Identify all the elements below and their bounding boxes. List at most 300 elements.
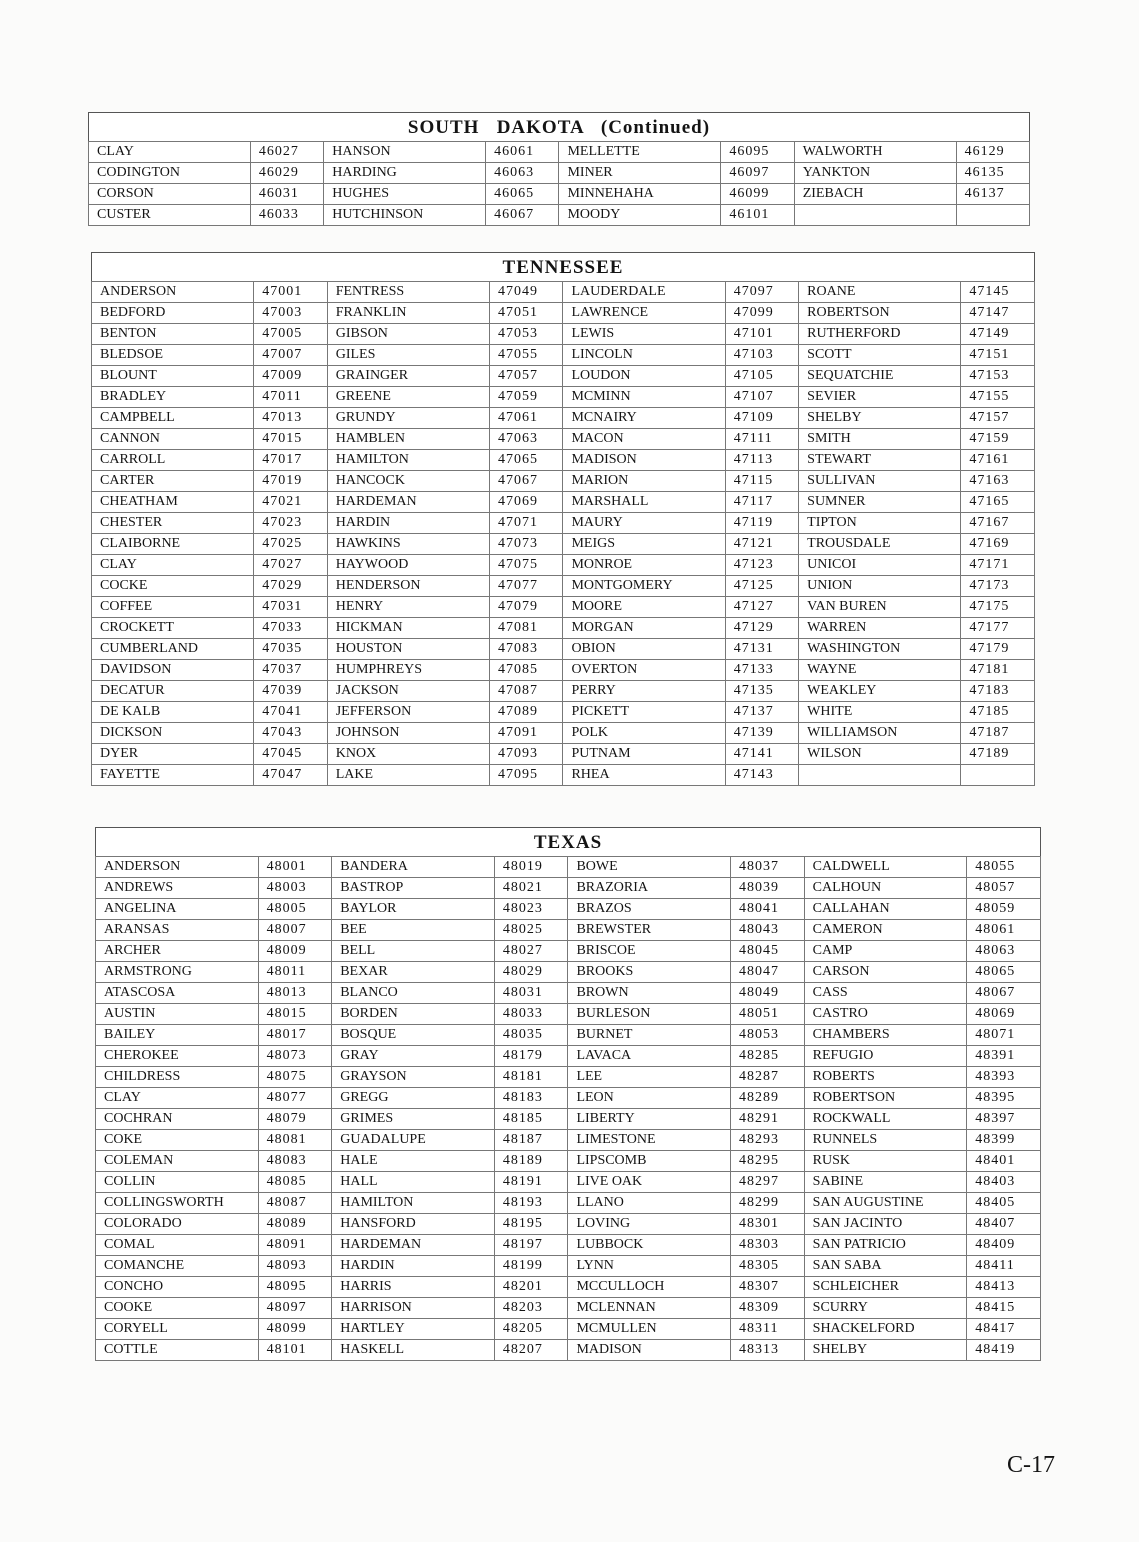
county-name-cell: COMAL [96,1235,259,1256]
county-name-cell: BOWE [568,857,731,878]
county-name-cell: LEWIS [563,324,725,345]
county-code-cell: 48295 [731,1151,805,1172]
table-row [92,597,1035,618]
tennessee-title: TENNESSEE [92,253,1035,282]
county-name-cell: VAN BUREN [799,597,961,618]
county-name-cell: LLANO [568,1193,731,1214]
texas-table [95,827,1041,1361]
county-name-cell: CUMBERLAND [92,639,254,660]
county-name-cell: BENTON [92,324,254,345]
table-row [92,408,1035,429]
county-code-cell: 48189 [494,1151,568,1172]
county-name-cell: YANKTON [794,163,956,184]
county-code-cell: 48207 [494,1340,568,1361]
county-code-cell: 48067 [967,983,1041,1004]
table-row [96,1256,1041,1277]
county-name-cell: CORSON [89,184,251,205]
county-name-cell: SAN JACINTO [804,1214,967,1235]
table-row [89,205,1030,226]
county-name-cell: ANDERSON [92,282,254,303]
county-name-cell: LYNN [568,1256,731,1277]
county-code-cell: 48203 [494,1298,568,1319]
table-row [96,1319,1041,1340]
county-name-cell: ARCHER [96,941,259,962]
county-name-cell: ROBERTS [804,1067,967,1088]
county-name-cell: KNOX [327,744,489,765]
county-name-cell: BRAZORIA [568,878,731,899]
county-code-cell: 47119 [725,513,798,534]
county-name-cell: TROUSDALE [799,534,961,555]
county-code-cell: 48049 [731,983,805,1004]
county-code-cell: 48065 [967,962,1041,983]
county-name-cell: WAYNE [799,660,961,681]
county-name-cell: SULLIVAN [799,471,961,492]
county-code-cell: 47173 [961,576,1035,597]
county-code-cell: 47037 [254,660,327,681]
county-code-cell [956,205,1029,226]
county-name-cell: COLORADO [96,1214,259,1235]
table-row [96,857,1041,878]
county-code-cell: 48023 [494,899,568,920]
county-name-cell: HANSON [324,142,486,163]
county-code-cell: 47007 [254,345,327,366]
county-name-cell: TIPTON [799,513,961,534]
county-name-cell: CAMPBELL [92,408,254,429]
county-code-cell: 48075 [258,1067,332,1088]
county-name-cell: JOHNSON [327,723,489,744]
county-code-cell: 48001 [258,857,332,878]
county-name-cell: CARROLL [92,450,254,471]
south-dakota-section [88,112,1030,226]
county-code-cell: 48025 [494,920,568,941]
county-name-cell: ROBERTSON [804,1088,967,1109]
county-code-cell: 47047 [254,765,327,786]
county-name-cell: HARDIN [332,1256,495,1277]
table-row [92,345,1035,366]
county-name-cell: COLEMAN [96,1151,259,1172]
county-name-cell: GRAINGER [327,366,489,387]
county-code-cell: 47069 [489,492,562,513]
county-code-cell: 48293 [731,1130,805,1151]
table-row [92,471,1035,492]
county-name-cell: MINER [559,163,721,184]
county-code-cell: 48039 [731,878,805,899]
county-name-cell: LINCOLN [563,345,725,366]
county-code-cell: 46097 [721,163,794,184]
county-name-cell: MOODY [559,205,721,226]
county-code-cell: 47055 [489,345,562,366]
county-code-cell: 48011 [258,962,332,983]
table-row [96,899,1041,920]
county-name-cell: BRADLEY [92,387,254,408]
county-name-cell: HUMPHREYS [327,660,489,681]
county-code-cell: 47151 [961,345,1035,366]
table-row [89,163,1030,184]
county-name-cell: BREWSTER [568,920,731,941]
county-code-cell: 47013 [254,408,327,429]
county-name-cell: MARION [563,471,725,492]
county-code-cell: 47157 [961,408,1035,429]
county-name-cell: LAKE [327,765,489,786]
county-code-cell: 47187 [961,723,1035,744]
table-row [89,142,1030,163]
county-code-cell: 48051 [731,1004,805,1025]
county-name-cell: COFFEE [92,597,254,618]
county-name-cell: BAYLOR [332,899,495,920]
county-code-cell: 48181 [494,1067,568,1088]
county-name-cell: HAYWOOD [327,555,489,576]
county-code-cell: 47137 [725,702,798,723]
county-code-cell: 48199 [494,1256,568,1277]
county-name-cell: CALLAHAN [804,899,967,920]
county-code-cell: 47015 [254,429,327,450]
table-row [96,1340,1041,1361]
county-code-cell: 48309 [731,1298,805,1319]
county-code-cell: 48101 [258,1340,332,1361]
county-name-cell: UNION [799,576,961,597]
county-code-cell: 46033 [250,205,323,226]
county-code-cell: 47161 [961,450,1035,471]
county-code-cell: 47123 [725,555,798,576]
county-name-cell: CAMP [804,941,967,962]
county-name-cell: ROANE [799,282,961,303]
county-name-cell: MCLENNAN [568,1298,731,1319]
county-name-cell: OBION [563,639,725,660]
county-name-cell: CLAY [89,142,251,163]
county-name-cell: BRAZOS [568,899,731,920]
county-code-cell: 47077 [489,576,562,597]
county-name-cell: BLEDSOE [92,345,254,366]
county-code-cell: 48017 [258,1025,332,1046]
county-name-cell: CLAIBORNE [92,534,254,555]
county-code-cell: 47005 [254,324,327,345]
county-code-cell: 48397 [967,1109,1041,1130]
table-row [96,878,1041,899]
county-code-cell: 48081 [258,1130,332,1151]
county-name-cell: BLANCO [332,983,495,1004]
county-name-cell: UNICOI [799,555,961,576]
county-code-cell: 47143 [725,765,798,786]
county-code-cell: 47189 [961,744,1035,765]
table-row [96,1235,1041,1256]
county-code-cell: 47131 [725,639,798,660]
county-code-cell: 47163 [961,471,1035,492]
county-code-cell: 46065 [486,184,559,205]
county-code-cell: 48415 [967,1298,1041,1319]
county-code-cell: 47075 [489,555,562,576]
county-name-cell: BASTROP [332,878,495,899]
county-code-cell: 47029 [254,576,327,597]
county-name-cell: GRAY [332,1046,495,1067]
county-name-cell: SHACKELFORD [804,1319,967,1340]
county-name-cell: JEFFERSON [327,702,489,723]
south-dakota-title: SOUTH DAKOTA (Continued) [89,113,1030,142]
table-row [96,1298,1041,1319]
county-code-cell: 48019 [494,857,568,878]
county-code-cell: 47099 [725,303,798,324]
county-name-cell: SHELBY [799,408,961,429]
table-row [92,282,1035,303]
county-code-cell: 48053 [731,1025,805,1046]
table-row [92,492,1035,513]
county-name-cell [794,205,956,226]
county-name-cell: REFUGIO [804,1046,967,1067]
table-row [92,513,1035,534]
county-name-cell: CLAY [96,1088,259,1109]
table-row [96,962,1041,983]
county-code-cell: 48405 [967,1193,1041,1214]
table-row [92,576,1035,597]
county-name-cell: HARDEMAN [332,1235,495,1256]
county-code-cell: 48007 [258,920,332,941]
county-name-cell: PERRY [563,681,725,702]
county-name-cell: COKE [96,1130,259,1151]
table-row [89,184,1030,205]
county-code-cell: 47073 [489,534,562,555]
county-code-cell: 48299 [731,1193,805,1214]
county-code-cell: 47141 [725,744,798,765]
county-code-cell: 48313 [731,1340,805,1361]
county-name-cell: CARTER [92,471,254,492]
county-name-cell: SAN AUGUSTINE [804,1193,967,1214]
county-code-cell: 48401 [967,1151,1041,1172]
texas-title: TEXAS [96,828,1041,857]
county-code-cell: 48047 [731,962,805,983]
county-name-cell: POLK [563,723,725,744]
county-code-cell: 47053 [489,324,562,345]
county-code-cell: 47001 [254,282,327,303]
county-code-cell: 47003 [254,303,327,324]
county-name-cell: SUMNER [799,492,961,513]
county-name-cell: ARMSTRONG [96,962,259,983]
county-code-cell: 47087 [489,681,562,702]
county-code-cell: 47179 [961,639,1035,660]
county-code-cell: 48197 [494,1235,568,1256]
county-code-cell: 48021 [494,878,568,899]
county-name-cell: HUTCHINSON [324,205,486,226]
county-code-cell: 48045 [731,941,805,962]
county-code-cell: 48301 [731,1214,805,1235]
county-name-cell: BEE [332,920,495,941]
county-name-cell: HAWKINS [327,534,489,555]
county-code-cell: 48099 [258,1319,332,1340]
county-code-cell: 46101 [721,205,794,226]
table-row [92,723,1035,744]
county-code-cell: 48083 [258,1151,332,1172]
table-row [96,1067,1041,1088]
county-name-cell: COMANCHE [96,1256,259,1277]
county-name-cell: GRAYSON [332,1067,495,1088]
county-name-cell: CONCHO [96,1277,259,1298]
county-name-cell: LUBBOCK [568,1235,731,1256]
county-code-cell: 48061 [967,920,1041,941]
county-name-cell: BELL [332,941,495,962]
county-name-cell: COTTLE [96,1340,259,1361]
county-name-cell: CHEROKEE [96,1046,259,1067]
tennessee-section [91,252,1035,786]
county-name-cell: COCKE [92,576,254,597]
county-code-cell: 48095 [258,1277,332,1298]
county-code-cell: 47079 [489,597,562,618]
table-row [96,1130,1041,1151]
county-name-cell: HAMILTON [332,1193,495,1214]
county-name-cell: BROOKS [568,962,731,983]
county-name-cell: CROCKETT [92,618,254,639]
table-row [96,941,1041,962]
table-row [92,450,1035,471]
county-name-cell: CANNON [92,429,254,450]
county-code-cell: 48071 [967,1025,1041,1046]
table-row [92,660,1035,681]
county-name-cell: COLLIN [96,1172,259,1193]
county-code-cell: 48057 [967,878,1041,899]
county-name-cell: HAMILTON [327,450,489,471]
county-name-cell: MEIGS [563,534,725,555]
county-name-cell: ANDERSON [96,857,259,878]
county-code-cell: 48201 [494,1277,568,1298]
county-code-cell: 47093 [489,744,562,765]
county-name-cell: HASKELL [332,1340,495,1361]
county-code-cell: 48391 [967,1046,1041,1067]
county-code-cell [961,765,1035,786]
county-code-cell: 46099 [721,184,794,205]
county-name-cell: MONROE [563,555,725,576]
county-name-cell: BRISCOE [568,941,731,962]
county-code-cell: 47023 [254,513,327,534]
county-name-cell: WILLIAMSON [799,723,961,744]
county-name-cell: BROWN [568,983,731,1004]
county-name-cell: BURNET [568,1025,731,1046]
table-row [96,983,1041,1004]
county-name-cell: BORDEN [332,1004,495,1025]
county-name-cell: MADISON [563,450,725,471]
county-name-cell: HICKMAN [327,618,489,639]
county-name-cell: RHEA [563,765,725,786]
county-name-cell: RUTHERFORD [799,324,961,345]
county-name-cell: HENDERSON [327,576,489,597]
county-name-cell: HARRIS [332,1277,495,1298]
table-row [92,702,1035,723]
county-name-cell: BOSQUE [332,1025,495,1046]
county-code-cell: 47165 [961,492,1035,513]
county-code-cell: 47085 [489,660,562,681]
county-code-cell: 47009 [254,366,327,387]
county-code-cell: 47149 [961,324,1035,345]
county-code-cell: 47111 [725,429,798,450]
county-name-cell: GUADALUPE [332,1130,495,1151]
county-code-cell: 48009 [258,941,332,962]
county-name-cell: WHITE [799,702,961,723]
county-name-cell: MCMULLEN [568,1319,731,1340]
county-name-cell: WEAKLEY [799,681,961,702]
county-code-cell: 47083 [489,639,562,660]
county-name-cell: MINNEHAHA [559,184,721,205]
county-code-cell: 48027 [494,941,568,962]
county-name-cell: ARANSAS [96,920,259,941]
county-name-cell: BEDFORD [92,303,254,324]
county-code-cell: 47109 [725,408,798,429]
county-code-cell: 48303 [731,1235,805,1256]
county-code-cell: 48195 [494,1214,568,1235]
county-code-cell: 47117 [725,492,798,513]
table-row [92,429,1035,450]
county-name-cell: GREGG [332,1088,495,1109]
county-code-cell: 48411 [967,1256,1041,1277]
county-name-cell: COLLINGSWORTH [96,1193,259,1214]
county-code-cell: 48013 [258,983,332,1004]
county-name-cell: WILSON [799,744,961,765]
county-name-cell: SAN SABA [804,1256,967,1277]
county-name-cell: MAURY [563,513,725,534]
county-code-cell: 47145 [961,282,1035,303]
table-row [92,639,1035,660]
county-code-cell: 46063 [486,163,559,184]
table-row [92,534,1035,555]
county-name-cell: SCOTT [799,345,961,366]
table-row [92,555,1035,576]
county-code-cell: 47125 [725,576,798,597]
county-name-cell: CHILDRESS [96,1067,259,1088]
county-name-cell: COOKE [96,1298,259,1319]
county-name-cell: CHAMBERS [804,1025,967,1046]
county-name-cell: LIVE OAK [568,1172,731,1193]
county-code-cell: 47049 [489,282,562,303]
county-code-cell: 47043 [254,723,327,744]
county-name-cell: SEVIER [799,387,961,408]
county-name-cell: LEE [568,1067,731,1088]
county-code-cell: 47035 [254,639,327,660]
county-name-cell: HARDIN [327,513,489,534]
county-name-cell: HARDING [324,163,486,184]
county-code-cell: 47185 [961,702,1035,723]
county-code-cell: 47021 [254,492,327,513]
county-name-cell: LAUDERDALE [563,282,725,303]
table-row [92,744,1035,765]
south-dakota-table [88,112,1030,226]
county-code-cell: 48289 [731,1088,805,1109]
county-name-cell: HAMBLEN [327,429,489,450]
county-name-cell: BEXAR [332,962,495,983]
county-code-cell: 47059 [489,387,562,408]
county-name-cell: GRIMES [332,1109,495,1130]
county-code-cell: 48179 [494,1046,568,1067]
county-code-cell: 47057 [489,366,562,387]
county-code-cell: 47135 [725,681,798,702]
county-code-cell: 47045 [254,744,327,765]
county-name-cell: LAWRENCE [563,303,725,324]
county-name-cell: CARSON [804,962,967,983]
county-code-cell: 47183 [961,681,1035,702]
county-name-cell: HALL [332,1172,495,1193]
county-code-cell: 47097 [725,282,798,303]
county-code-cell: 47159 [961,429,1035,450]
table-row [92,681,1035,702]
county-name-cell: BLOUNT [92,366,254,387]
county-name-cell: ANGELINA [96,899,259,920]
county-name-cell: GREENE [327,387,489,408]
table-row [96,1193,1041,1214]
table-row [96,1214,1041,1235]
table-row [96,1151,1041,1172]
county-code-cell: 48089 [258,1214,332,1235]
county-code-cell: 47067 [489,471,562,492]
county-code-cell: 48093 [258,1256,332,1277]
county-code-cell: 46027 [250,142,323,163]
county-name-cell: CODINGTON [89,163,251,184]
table-row [96,1025,1041,1046]
county-name-cell: LIBERTY [568,1109,731,1130]
county-code-cell: 48079 [258,1109,332,1130]
